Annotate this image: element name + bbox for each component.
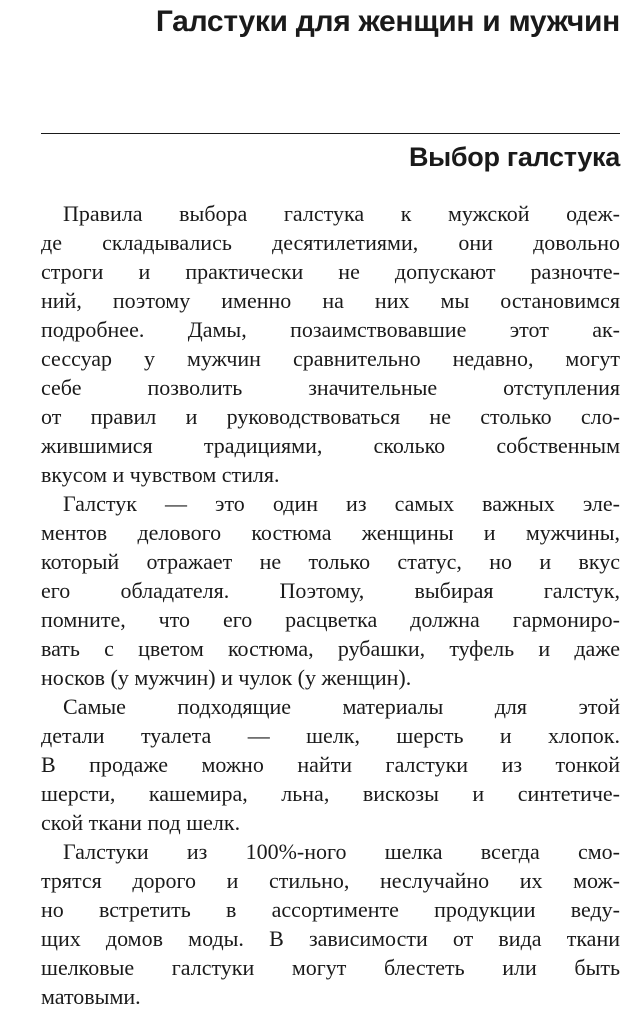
text-line: который отражает не только статус, но и вкус (41, 549, 620, 574)
text-line: де складывались десятилетиями, они довольно (41, 230, 620, 255)
text-line: но встретить в ассортименте продукции веду- (41, 897, 620, 922)
article-body (41, 199, 620, 1011)
text-line: себе позволить значительные отступления (41, 375, 620, 400)
text-line: шерсти, кашемира, льна, вискозы и синтетиче- (41, 781, 620, 806)
text-line: В продаже можно найти галстуки из тонкой (41, 752, 620, 777)
section-divider (41, 133, 620, 134)
text-line: ний, поэтому именно на них мы остановимся (41, 288, 620, 313)
text-line: Галстук — это один из самых важных эле- (63, 491, 620, 516)
paragraph-4 (41, 837, 620, 1011)
text-line: ской ткани под шелк. (41, 810, 241, 835)
text-line: трятся дорого и стильно, неслучайно их мож- (41, 868, 620, 893)
text-line: его обладателя. Поэтому, выбирая галстук, (41, 578, 620, 603)
text-line: щих домов моды. В зависимости от вида ткани (41, 926, 620, 951)
text-line: ментов делового костюма женщины и мужчины, (41, 520, 620, 545)
text-line: Самые подходящие материалы для этой (63, 694, 620, 719)
text-line: от правил и руководствоваться не столько сло- (41, 404, 620, 429)
text-line: помните, что его расцветка должна гармониро- (41, 607, 620, 632)
paragraph-3 (41, 692, 620, 837)
paragraph-2 (41, 489, 620, 692)
text-line: подробнее. Дамы, позаимствовавшие этот ак- (41, 317, 620, 342)
text-line: сессуар у мужчин сравнительно недавно, могут (41, 346, 620, 371)
text-line: матовыми. (41, 984, 141, 1009)
paragraph-1 (41, 199, 620, 489)
text-line: вкусом и чувством стиля. (41, 462, 280, 487)
text-line: носков (у мужчин) и чулок (у женщин). (41, 665, 412, 690)
text-line: строги и практически не допускают разночте- (41, 259, 620, 284)
text-line: шелковые галстуки могут блестеть или быть (41, 955, 620, 980)
text-line: вать с цветом костюма, рубашки, туфель и даже (41, 636, 620, 661)
text-line: детали туалета — шелк, шерсть и хлопок. (41, 723, 620, 748)
page-header-title: Галстуки для женщин и мужчин (155, 5, 620, 38)
text-line: жившимися традициями, сколько собственным (41, 433, 620, 458)
text-line: Правила выбора галстука к мужской одеж- (63, 201, 620, 226)
text-line: Галстуки из 100%-ного шелка всегда смо- (63, 839, 620, 864)
section-title: Выбор галстука (408, 142, 620, 172)
